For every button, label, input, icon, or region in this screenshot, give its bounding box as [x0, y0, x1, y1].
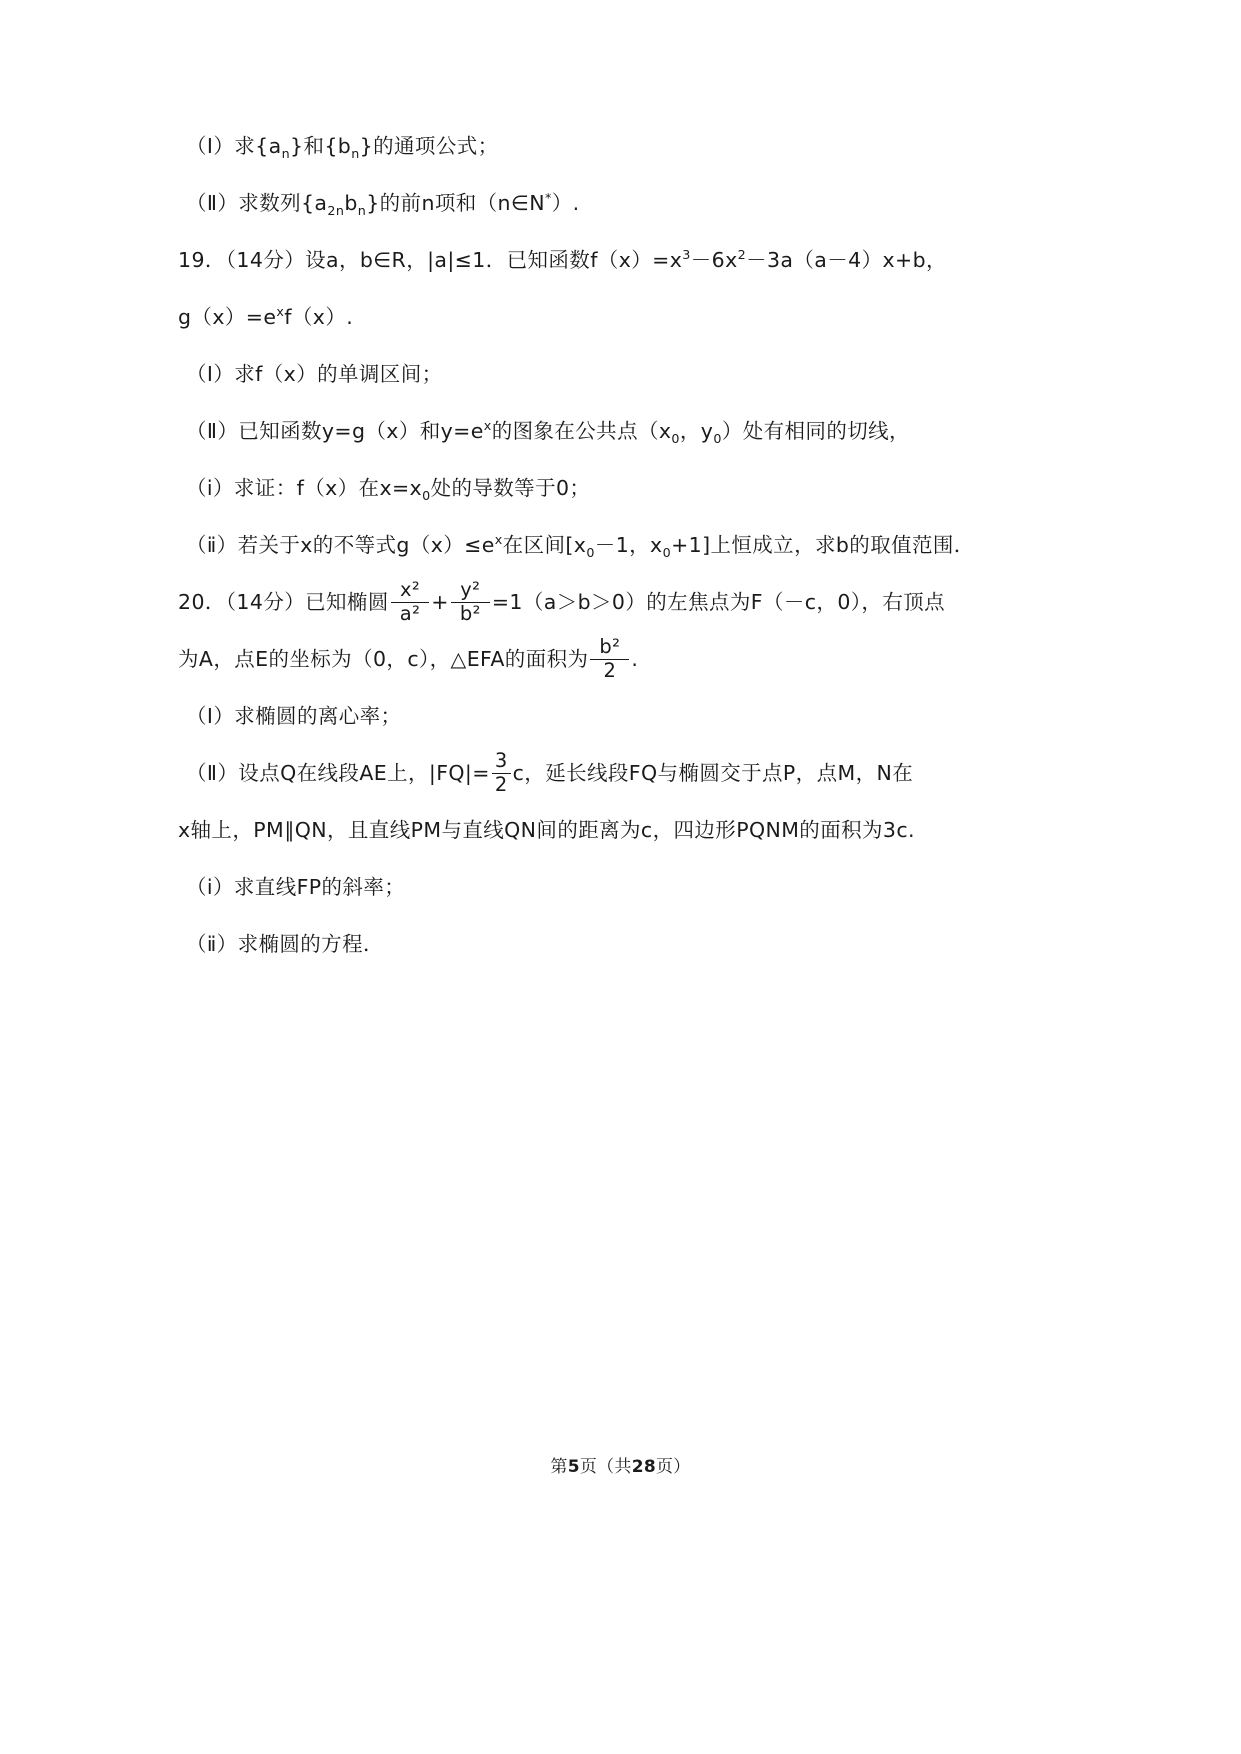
question-lines: [178, 118, 1078, 973]
text-run: （Ⅱ）已知函数y=g（x）和y=e: [186, 419, 484, 443]
text-line-q19-part2: [178, 403, 1078, 460]
fraction-denominator: 2: [494, 772, 508, 796]
text-run: c，延长线段FQ与椭圆交于点P，点M，N在: [512, 761, 914, 785]
text-line-q19-stem-line2: [178, 289, 1078, 346]
text-line-q20-part1: [178, 688, 1078, 745]
text-run: }的前n项和（n∈N: [366, 191, 545, 215]
text-line-q20-part2-cont: [178, 802, 1078, 859]
footer-middle: 页（共: [579, 1457, 632, 1477]
fraction: [590, 637, 629, 681]
subscript: n: [351, 146, 360, 162]
text-run: x轴上，PM∥QN，且直线PM与直线QN间的距离为c，四边形PQNM的面积为3c.: [178, 818, 915, 842]
text-run: （ⅱ）求椭圆的方程．: [186, 932, 384, 956]
fraction: [492, 751, 511, 795]
footer-total-pages: 28: [631, 1457, 656, 1477]
text-line-q19-part1: [178, 346, 1078, 403]
text-line-q20-stem-line1: [178, 574, 1078, 631]
footer-current-page: 5: [567, 1457, 580, 1477]
text-run: 20．（14分）已知椭圆: [178, 590, 389, 614]
text-run: }的通项公式；: [359, 134, 499, 158]
subscript: 0: [422, 488, 431, 504]
fraction-numerator: 3: [492, 751, 511, 773]
subscript: 0: [671, 431, 680, 447]
fraction-denominator: 2: [603, 658, 617, 682]
superscript: x: [276, 304, 285, 320]
text-line-q19-part2-ii: [178, 517, 1078, 574]
text-run: b: [344, 191, 358, 215]
text-run: （ⅱ）若关于x的不等式g（x）≤e: [186, 533, 495, 557]
superscript: 2: [737, 247, 747, 263]
superscript: x: [494, 532, 503, 548]
fraction-numerator: x²: [391, 580, 430, 602]
fraction: [391, 580, 430, 624]
superscript: 3: [682, 247, 691, 263]
text-run: +: [431, 590, 449, 614]
text-run: ）.: [551, 191, 580, 215]
text-line-q20-part2: [178, 745, 1078, 802]
footer-prefix: 第: [550, 1457, 568, 1477]
fraction-numerator: y²: [451, 580, 490, 602]
text-run: 处的导数等于0；: [430, 476, 591, 500]
text-run: （Ⅰ）求f（x）的单调区间；: [186, 362, 443, 386]
subscript: 0: [713, 431, 722, 447]
text-run: （Ⅱ）设点Q在线段AE上，|FQ|=: [186, 761, 490, 785]
text-run: .: [631, 647, 639, 671]
subscript: 0: [662, 545, 672, 561]
text-run: 19．（14分）设a，b∈R，|a|≤1．已知函数f（x）=x: [178, 248, 683, 272]
subscript: n: [281, 146, 291, 162]
text-run: g（x）=e: [178, 305, 277, 329]
subscript: 0: [586, 545, 595, 561]
subscript: n: [357, 203, 367, 219]
fraction: [451, 580, 490, 624]
superscript: *: [544, 190, 552, 206]
text-run: 为A，点E的坐标为（0，c），△EFA的面积为: [178, 647, 589, 671]
text-run: （Ⅰ）求{a: [186, 134, 282, 158]
fraction-numerator: b²: [590, 637, 629, 659]
text-line-q20-stem-line2: [178, 631, 1078, 688]
text-run: ，y: [679, 419, 714, 443]
page-footer: [0, 1452, 1241, 1477]
text-run: －6x: [690, 248, 738, 272]
text-line-q19-part2-i: [178, 460, 1078, 517]
footer-suffix: 页）: [656, 1457, 691, 1477]
page-content: [178, 118, 1078, 973]
subscript: 2n: [327, 203, 345, 219]
text-line-q18-part1: [178, 118, 1078, 175]
text-run: －3a（a－4）x+b，: [746, 248, 947, 272]
text-line-q20-part2-i: [178, 859, 1078, 916]
text-run: （ⅰ）求证：f（x）在x=x: [186, 476, 423, 500]
text-line-q20-part2-ii: [178, 916, 1078, 973]
text-run: 在区间[x: [502, 533, 587, 557]
fraction-denominator: a²: [399, 601, 421, 625]
text-run: +1]上恒成立，求b的取值范围．: [671, 533, 975, 557]
text-line-q18-part2: [178, 175, 1078, 232]
text-line-q19-stem-line1: [178, 232, 1078, 289]
superscript: x: [483, 418, 492, 434]
text-run: ）处有相同的切线，: [721, 419, 910, 443]
text-run: 的图象在公共点（x: [491, 419, 672, 443]
text-run: （Ⅱ）求数列{a: [186, 191, 328, 215]
text-run: =1（a＞b＞0）的左焦点为F（－c，0），右顶点: [491, 590, 946, 614]
text-run: （Ⅰ）求椭圆的离心率；: [186, 704, 402, 728]
text-run: f（x）.: [284, 305, 354, 329]
text-run: }和{b: [290, 134, 352, 158]
fraction-denominator: b²: [459, 601, 481, 625]
text-run: －1，x: [594, 533, 663, 557]
text-run: （ⅰ）求直线FP的斜率；: [186, 875, 406, 899]
